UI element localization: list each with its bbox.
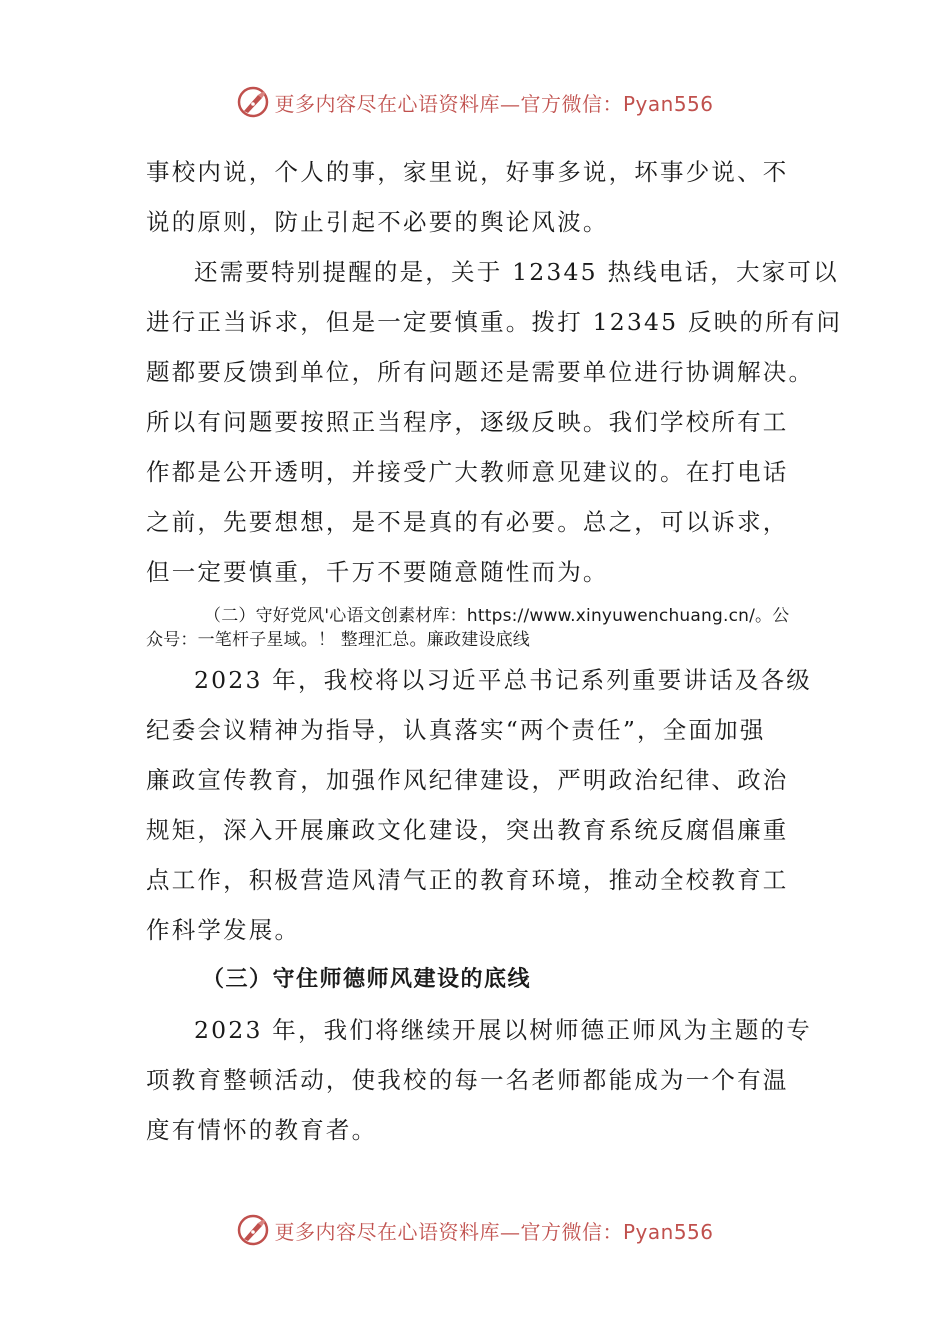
paragraph-line: 作科学发展。 bbox=[146, 916, 301, 944]
paragraph-line: 2023 年，我们将继续开展以树师德正师风为主题的专 bbox=[194, 1016, 812, 1044]
pen-nib-logo-icon bbox=[236, 1213, 270, 1247]
paragraph-line: 事校内说，个人的事，家里说，好事多说，坏事少说、不 bbox=[146, 158, 789, 186]
paragraph-line: 度有情怀的教育者。 bbox=[146, 1116, 378, 1144]
banner-text: 更多内容尽在心语资料库—官方微信：Pyan556 bbox=[274, 1219, 714, 1244]
header-banner bbox=[0, 82, 950, 122]
paragraph-line: 项教育整顿活动，使我校的每一名老师都能成为一个有温 bbox=[146, 1066, 789, 1094]
paragraph-line: 说的原则，防止引起不必要的舆论风波。 bbox=[146, 208, 609, 236]
banner-text: 更多内容尽在心语资料库—官方微信：Pyan556 bbox=[274, 91, 714, 116]
paragraph-line: 2023 年，我校将以习近平总书记系列重要讲话及各级 bbox=[194, 666, 812, 694]
paragraph-line: 纪委会议精神为指导，认真落实“两个责任”，全面加强 bbox=[146, 716, 766, 744]
source-note-line: （二）守好党风'心语文创素材库：https://www.xinyuwenchuang.cn/。公 bbox=[204, 606, 790, 626]
source-note-line: 众号：一笔杆子星域。！ 整理汇总。廉政建设底线 bbox=[146, 630, 531, 650]
footer-banner bbox=[0, 1210, 950, 1250]
section-heading: （三）守住师德师风建设的底线 bbox=[202, 967, 532, 992]
paragraph-line: 进行正当诉求，但是一定要慎重。拨打 12345 反映的所有问 bbox=[146, 308, 843, 336]
paragraph-line: 但一定要慎重，千万不要随意随性而为。 bbox=[146, 558, 609, 586]
paragraph-line: 之前，先要想想，是不是真的有必要。总之，可以诉求， bbox=[146, 508, 789, 536]
paragraph-line: 作都是公开透明，并接受广大教师意见建议的。在打电话 bbox=[146, 458, 789, 486]
paragraph-line: 还需要特别提醒的是，关于 12345 热线电话，大家可以 bbox=[194, 258, 839, 286]
paragraph-line: 规矩，深入开展廉政文化建设，突出教育系统反腐倡廉重 bbox=[146, 816, 789, 844]
paragraph-line: 点工作，积极营造风清气正的教育环境，推动全校教育工 bbox=[146, 866, 789, 894]
pen-nib-logo-icon bbox=[236, 85, 270, 119]
document-body bbox=[146, 147, 843, 1155]
paragraph-line: 题都要反馈到单位，所有问题还是需要单位进行协调解决。 bbox=[146, 358, 815, 386]
paragraph-line: 廉政宣传教育，加强作风纪律建设，严明政治纪律、政治 bbox=[146, 766, 789, 794]
paragraph-line: 所以有问题要按照正当程序，逐级反映。我们学校所有工 bbox=[146, 408, 789, 436]
